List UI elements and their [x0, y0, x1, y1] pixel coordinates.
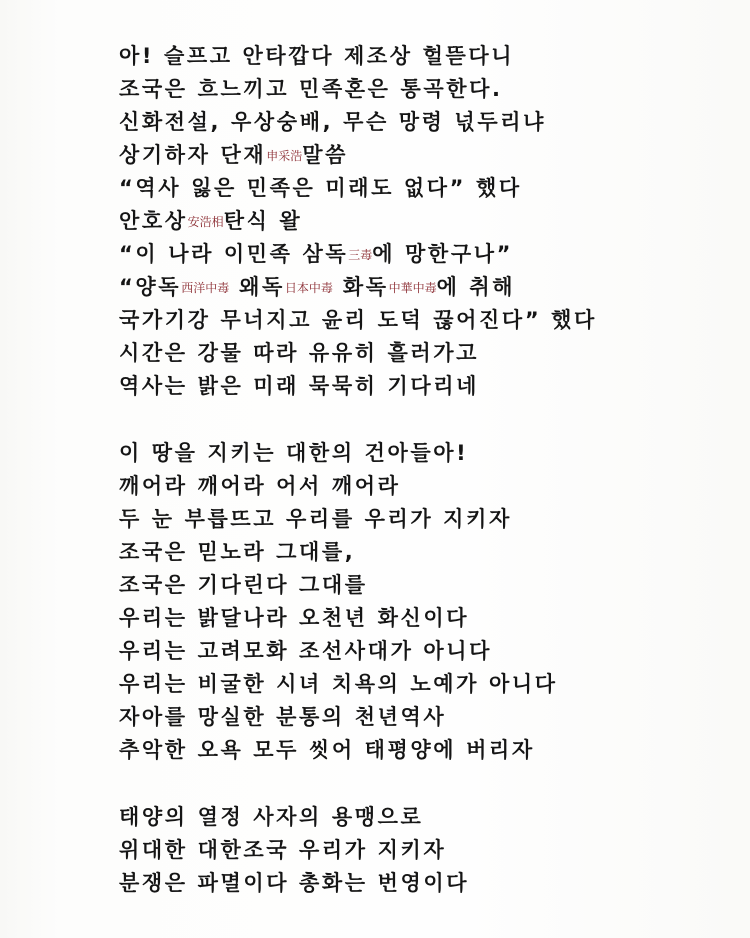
- poem-line: [119, 503, 739, 536]
- poem-line: [119, 40, 739, 73]
- poem-text-segment: 우리는 밝달나라 오천년 화신이다: [119, 606, 470, 630]
- poem-text-segment: 탄식 왈: [223, 209, 303, 233]
- poem-line: [119, 701, 739, 734]
- poem-line: [119, 635, 739, 668]
- poem-line: [119, 536, 739, 569]
- poem-text-segment: “양독: [119, 275, 182, 299]
- poem-text-segment: 깨어라 깨어라 어서 깨어라: [119, 474, 401, 498]
- poem-text-segment: 에 망한구나”: [372, 242, 513, 266]
- poem-text-segment: 태양의 열정 사자의 용맹으로: [119, 805, 424, 829]
- poem-text-segment: 조국은 흐느끼고 민족혼은 통곡한다.: [119, 77, 503, 101]
- poem-text-segment: 국가기강 무너지고 윤리 도덕 끊어진다” 했다: [119, 308, 597, 332]
- poem-text-segment: 추악한 오욕 모두 씻어 태평양에 버리자: [119, 738, 535, 762]
- poem-text-segment: 위대한 대한조국 우리가 지키자: [119, 838, 447, 862]
- hanja-annotation: 西洋中毒: [181, 281, 230, 295]
- poem-line: [119, 834, 739, 867]
- poem-line: [119, 370, 739, 403]
- poem-line: [119, 801, 739, 834]
- poem-text-segment: 신화전설, 우상숭배, 무슨 망령 넋두리냐: [119, 110, 546, 134]
- poem-line: [119, 470, 739, 503]
- hanja-annotation: 日本中毒: [284, 281, 333, 295]
- poem-line: [119, 238, 739, 271]
- poem-text-segment: 이 땅을 지키는 대한의 건아들아!: [119, 441, 469, 465]
- poem-line: [119, 139, 739, 172]
- stanza-2: [119, 437, 739, 767]
- stanza-3: [119, 801, 739, 900]
- poem-text-segment: 자아를 망실한 분통의 천년역사: [119, 705, 447, 729]
- poem-text-segment: 안호상: [119, 209, 188, 233]
- poem-line: [119, 437, 739, 470]
- poem-line: [119, 867, 739, 900]
- poem-line: [119, 73, 739, 106]
- poem-text-segment: “이 나라 이민족 삼독: [119, 242, 349, 266]
- poem-text-segment: 상기하자 단재: [119, 143, 267, 167]
- hanja-annotation: 三毒: [348, 248, 373, 262]
- poem-line: [119, 106, 739, 139]
- poem-text-segment: 우리는 고려모화 조선사대가 아니다: [119, 639, 493, 663]
- stanza-1: [119, 40, 739, 403]
- poem-text-segment: 에 취해: [436, 275, 516, 299]
- poem-text-segment: 우리는 비굴한 시녀 치욕의 노예가 아니다: [119, 672, 558, 696]
- stanza-gap: [119, 767, 739, 801]
- poem-line: [119, 569, 739, 602]
- poem-line: [119, 271, 739, 304]
- hanja-annotation: 申采浩: [266, 149, 303, 163]
- poem-text-segment: 말씀: [302, 143, 349, 167]
- poem-text-segment: 왜독: [229, 275, 285, 299]
- stanza-gap: [119, 403, 739, 437]
- poem-text-segment: 분쟁은 파멸이다 총화는 번영이다: [119, 871, 470, 895]
- poem-line: [119, 205, 739, 238]
- hanja-annotation: 中華中毒: [388, 281, 437, 295]
- poem-text-segment: “역사 잃은 민족은 미래도 없다” 했다: [119, 176, 522, 200]
- poem-text-segment: 두 눈 부릅뜨고 우리를 우리가 지키자: [119, 507, 512, 531]
- poem-text-segment: 조국은 기다린다 그대를: [119, 573, 368, 597]
- poem-text-segment: 아! 슬프고 안타깝다 제조상 헐뜯다니: [119, 44, 515, 68]
- poem-line: [119, 734, 739, 767]
- poem-line: [119, 668, 739, 701]
- poem-text-segment: 시간은 강물 따라 유유히 흘러가고: [119, 341, 480, 365]
- poem-text-segment: 역사는 밝은 미래 묵묵히 기다리네: [119, 374, 480, 398]
- poem-text: [119, 40, 739, 900]
- poem-line: [119, 337, 739, 370]
- poem-line: [119, 172, 739, 205]
- poem-text-segment: 조국은 믿노라 그대를,: [119, 540, 356, 564]
- poem-line: [119, 602, 739, 635]
- hanja-annotation: 安浩相: [187, 215, 224, 229]
- poem-line: [119, 304, 739, 337]
- poem-text-segment: 화독: [332, 275, 389, 299]
